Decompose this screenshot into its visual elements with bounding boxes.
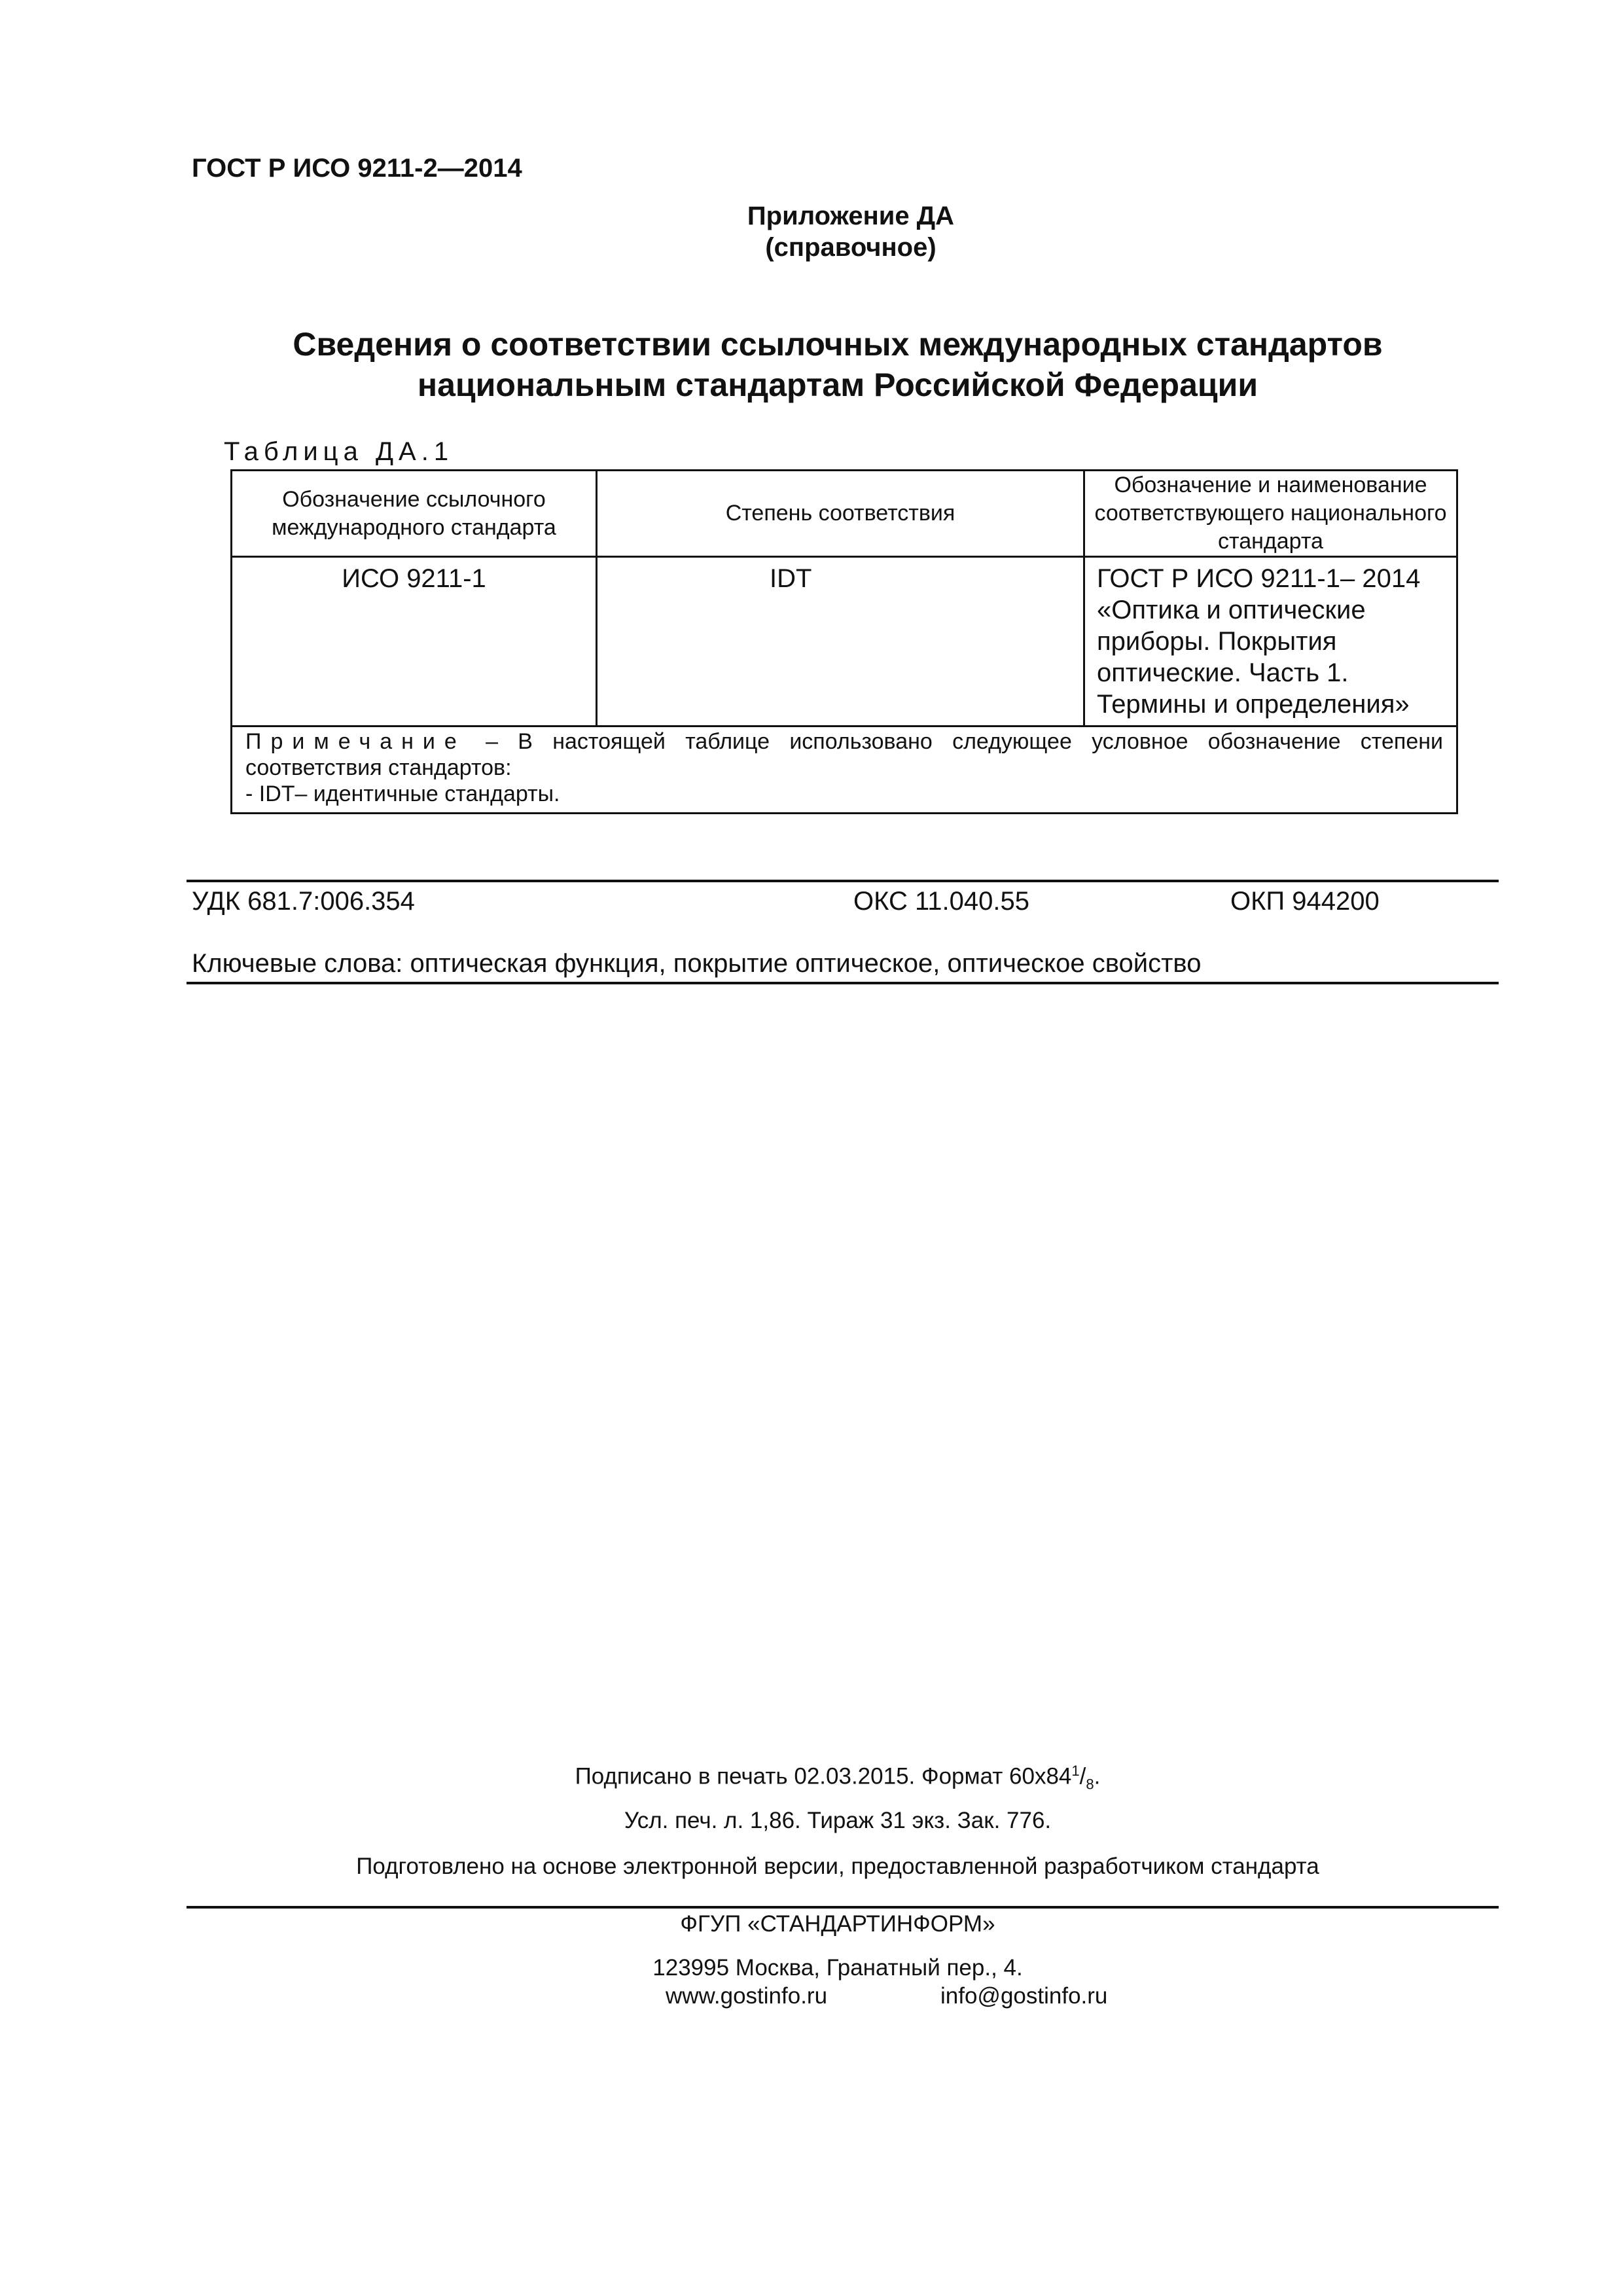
- table-note: [232, 726, 1457, 814]
- column-header: Обозначение и наименование соответствующего национального стандарта: [1084, 471, 1457, 557]
- signed-to-print: Подписано в печать 02.03.2015. Формат $60x84^1/_8$.: [575, 1763, 1101, 1793]
- note-label: Примечание: [245, 729, 466, 754]
- column-header: Обозначение ссылочного международного стандарта: [232, 471, 597, 557]
- column-header: Степень соответствия: [597, 471, 1084, 557]
- udk-code: УДК 681.7:006.354: [192, 887, 415, 916]
- annex-heading-line1: Сведения о соответствии ссылочных международных стандартов: [293, 326, 1383, 363]
- keywords: Ключевые слова: оптическая функция, покрытие оптическое, оптическое свойство: [192, 949, 1202, 978]
- annex-heading-line2: национальным стандартам Российской Федерации: [417, 367, 1258, 403]
- divider: [187, 1906, 1499, 1909]
- divider: [187, 982, 1499, 984]
- table-caption: Таблица ДА.1: [224, 437, 454, 466]
- table-row: [232, 557, 1457, 726]
- annex-type: (справочное): [765, 233, 936, 262]
- divider: [187, 880, 1499, 882]
- publisher: ФГУП «СТАНДАРТИНФОРМ»: [680, 1911, 995, 1937]
- publisher-address: 123995 Москва, Гранатный пер., 4.: [652, 1955, 1023, 1981]
- table-note-row: [232, 726, 1457, 814]
- cell-national-standard: ГОСТ Р ИСО 9211-1– 2014 «Оптика и оптические приборы. Покрытия оптические. Часть 1. Термины и определения»: [1084, 557, 1457, 726]
- website-link[interactable]: www.gostinfo.ru: [666, 1983, 828, 2009]
- cell-degree: IDT: [597, 557, 1084, 726]
- document-code: ГОСТ Р ИСО 9211-2—2014: [192, 154, 522, 183]
- annex-title: Приложение ДА: [747, 202, 955, 230]
- okp-code: ОКП 944200: [1230, 887, 1380, 916]
- print-info: Усл. печ. л. 1,86. Тираж 31 экз. Зак. 776.: [624, 1808, 1052, 1833]
- email-link[interactable]: info@gostinfo.ru: [940, 1983, 1108, 2009]
- prepared-note: Подготовлено на основе электронной версии, предоставленной разработчиком стандарта: [356, 1854, 1319, 1879]
- cell-reference-standard: ИСО 9211-1: [232, 557, 597, 726]
- table-header-row: [232, 471, 1457, 557]
- note-text: – В настоящей таблице использовано следующее условное обозначение степени соответствия стандартов:: [245, 729, 1443, 780]
- note-item: - IDT– идентичные стандарты.: [245, 781, 560, 806]
- annex-heading: [196, 324, 1479, 405]
- correspondence-table: [230, 469, 1458, 814]
- oks-code: ОКС 11.040.55: [853, 887, 1029, 916]
